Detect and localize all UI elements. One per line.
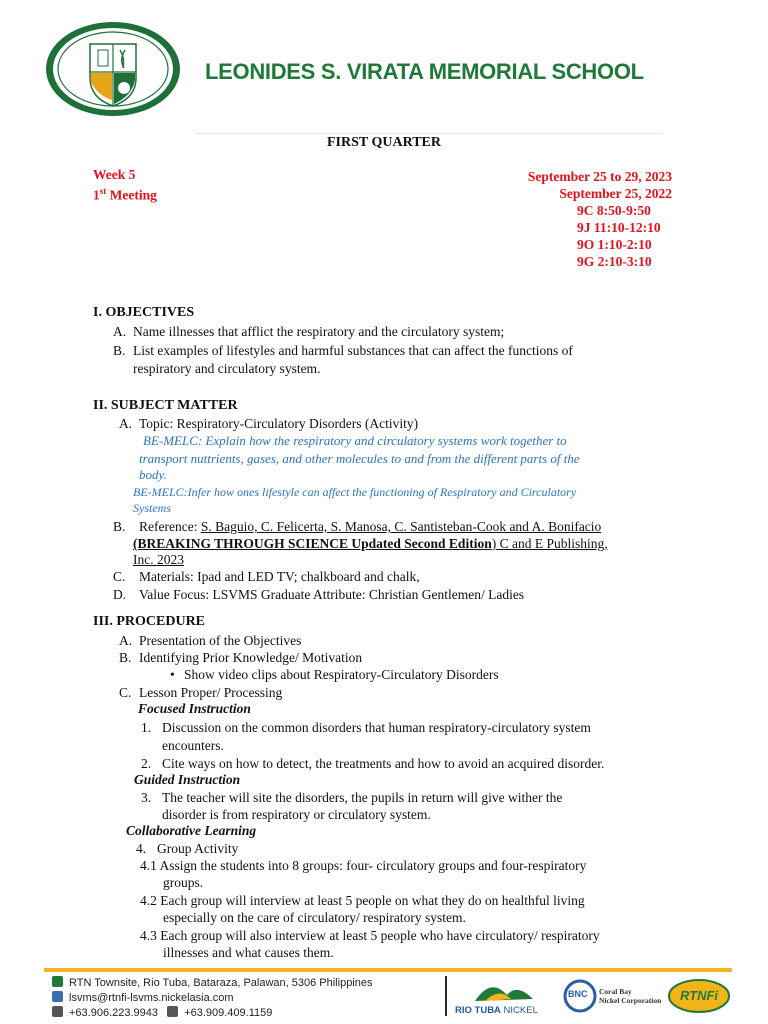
date-range: September 25 to 29, 2023 xyxy=(527,169,672,184)
sm-value-focus: Value Focus: LSVMS Graduate Attribute: Christian Gentlemen/ Ladies xyxy=(139,587,525,602)
objectives-heading: I. OBJECTIVES xyxy=(93,305,195,320)
meeting-label: 1st Meeting xyxy=(93,186,157,203)
focused-1-text-cont: encounters. xyxy=(162,738,224,753)
proc-b-text: Identifying Prior Knowledge/ Motivation xyxy=(139,650,363,665)
phone-icon xyxy=(52,1006,63,1017)
sm-reference-book: (BREAKING THROUGH SCIENCE Updated Second Edition) C and E Publishing, xyxy=(133,536,608,551)
collab-4-2-cont: especially on the care of circulatory/ respiratory system. xyxy=(163,910,466,925)
guided-3-text-cont: disorder is from respiratory or circulatory system. xyxy=(162,807,431,822)
schedule-9o: 9O 1:10-2:10 xyxy=(577,237,652,252)
melc-2-line1: BE-MELC:Infer how ones lifestyle can affect the functioning of Respiratory and Circulatory xyxy=(133,485,577,499)
proc-b-bullet: • Show video clips about Respiratory-Circulatory Disorders xyxy=(184,666,499,683)
procedure-heading: III. PROCEDURE xyxy=(93,614,206,629)
sm-materials: Materials: Ipad and LED TV; chalkboard and chalk, xyxy=(139,569,420,584)
focused-2-label: 2. xyxy=(141,756,152,771)
melc-1-line1: BE-MELC: Explain how the respiratory and circulatory systems work together to xyxy=(143,433,567,448)
collaborative-learning-heading: Collaborative Learning xyxy=(126,823,257,838)
objective-b-text: List examples of lifestyles and harmful substances that can affect the functions of xyxy=(133,343,573,358)
footer-band xyxy=(44,968,732,972)
subject-matter-heading: II. SUBJECT MATTER xyxy=(93,398,238,413)
objective-a-text: Name illnesses that afflict the respiratory and the circulatory system; xyxy=(133,324,505,339)
collab-4-3: 4.3 Each group will also interview at least 5 people who have circulatory/ respiratory xyxy=(140,928,600,943)
proc-c-label: C. xyxy=(119,685,132,700)
schedule-9c: 9C 8:50-9:50 xyxy=(577,203,651,218)
proc-a-text: Presentation of the Objectives xyxy=(139,633,302,648)
sm-reference-publisher: Inc. 2023 xyxy=(133,552,184,567)
collab-4-label: 4. xyxy=(136,841,147,856)
collab-4-2: 4.2 Each group will interview at least 5 people on what they do on healthful living xyxy=(140,893,585,908)
sm-b-label: B. xyxy=(113,519,126,534)
sm-topic: Topic: Respiratory-Circulatory Disorders (Activity) xyxy=(139,416,419,431)
guided-3-text: The teacher will site the disorders, the pupils in return will give wither the xyxy=(162,790,563,805)
objective-a-label: A. xyxy=(113,324,127,339)
week-label: Week 5 xyxy=(93,167,136,182)
objective-b-text-cont: respiratory and circulatory system. xyxy=(133,361,321,376)
footer-address: RTN Townsite, Rio Tuba, Bataraza, Palawan, 5306 Philippines xyxy=(52,976,373,989)
mobile-icon xyxy=(167,1006,178,1017)
sm-reference: Reference: S. Baguio, C. Felicerta, S. Manosa, C. Santisteban-Cook and A. Bonifacio xyxy=(139,519,602,534)
schedule-9j: 9J 11:10-12:10 xyxy=(577,220,661,235)
melc-1-line3: body. xyxy=(139,467,167,482)
melc-1-line2: transport nuttrients, gases, and other molecules to and from the different parts of the xyxy=(139,451,580,466)
meeting-date: September 25, 2022 xyxy=(559,186,672,201)
guided-instruction-heading: Guided Instruction xyxy=(134,772,241,787)
quarter-title: FIRST QUARTER xyxy=(327,135,441,150)
rio-tuba-nickel-logo: RIO TUBA NICKEL xyxy=(455,975,555,1020)
footer-email[interactable]: lsvms@rtnfi-lsvms.nickelasia.com xyxy=(52,991,234,1004)
proc-b-label: B. xyxy=(119,650,132,665)
melc-2-line2: Systems xyxy=(133,501,171,515)
guided-3-label: 3. xyxy=(141,790,152,805)
school-name: LEONIDES S. VIRATA MEMORIAL SCHOOL xyxy=(205,59,644,84)
focused-instruction-heading: Focused Instruction xyxy=(138,701,251,716)
footer-phones: +63.906.223.9943 +63.909.409.1159 xyxy=(52,1006,272,1019)
location-icon xyxy=(52,976,63,987)
proc-a-label: A. xyxy=(119,633,133,648)
collab-4-3-cont: illnesses and what causes them. xyxy=(163,945,334,960)
sm-c-label: C. xyxy=(113,569,126,584)
collab-4-1: 4.1 Assign the students into 8 groups: four- circulatory groups and four-respiratory xyxy=(140,858,587,873)
proc-c-text: Lesson Proper/ Processing xyxy=(139,685,283,700)
objective-b-label: B. xyxy=(113,343,126,358)
collab-4-1-cont: groups. xyxy=(163,875,204,890)
rtnfi-logo: RTNFi xyxy=(668,978,730,1018)
focused-1-text: Discussion on the common disorders that human respiratory-circulatory system xyxy=(162,720,591,735)
collab-4-text: Group Activity xyxy=(157,841,239,856)
sm-a-label: A. xyxy=(119,416,133,431)
schedule-9g: 9G 2:10-3:10 xyxy=(577,254,652,269)
header-divider xyxy=(196,133,662,134)
coral-bay-nickel-logo: BNC Coral Bay Nickel Corporation xyxy=(563,975,663,1020)
sm-d-label: D. xyxy=(113,587,127,602)
focused-1-label: 1. xyxy=(141,720,152,735)
email-icon xyxy=(52,991,63,1002)
focused-2-text: Cite ways on how to detect, the treatments and how to avoid an acquired disorder. xyxy=(162,756,605,771)
school-seal xyxy=(44,20,182,118)
footer-divider xyxy=(445,976,447,1016)
